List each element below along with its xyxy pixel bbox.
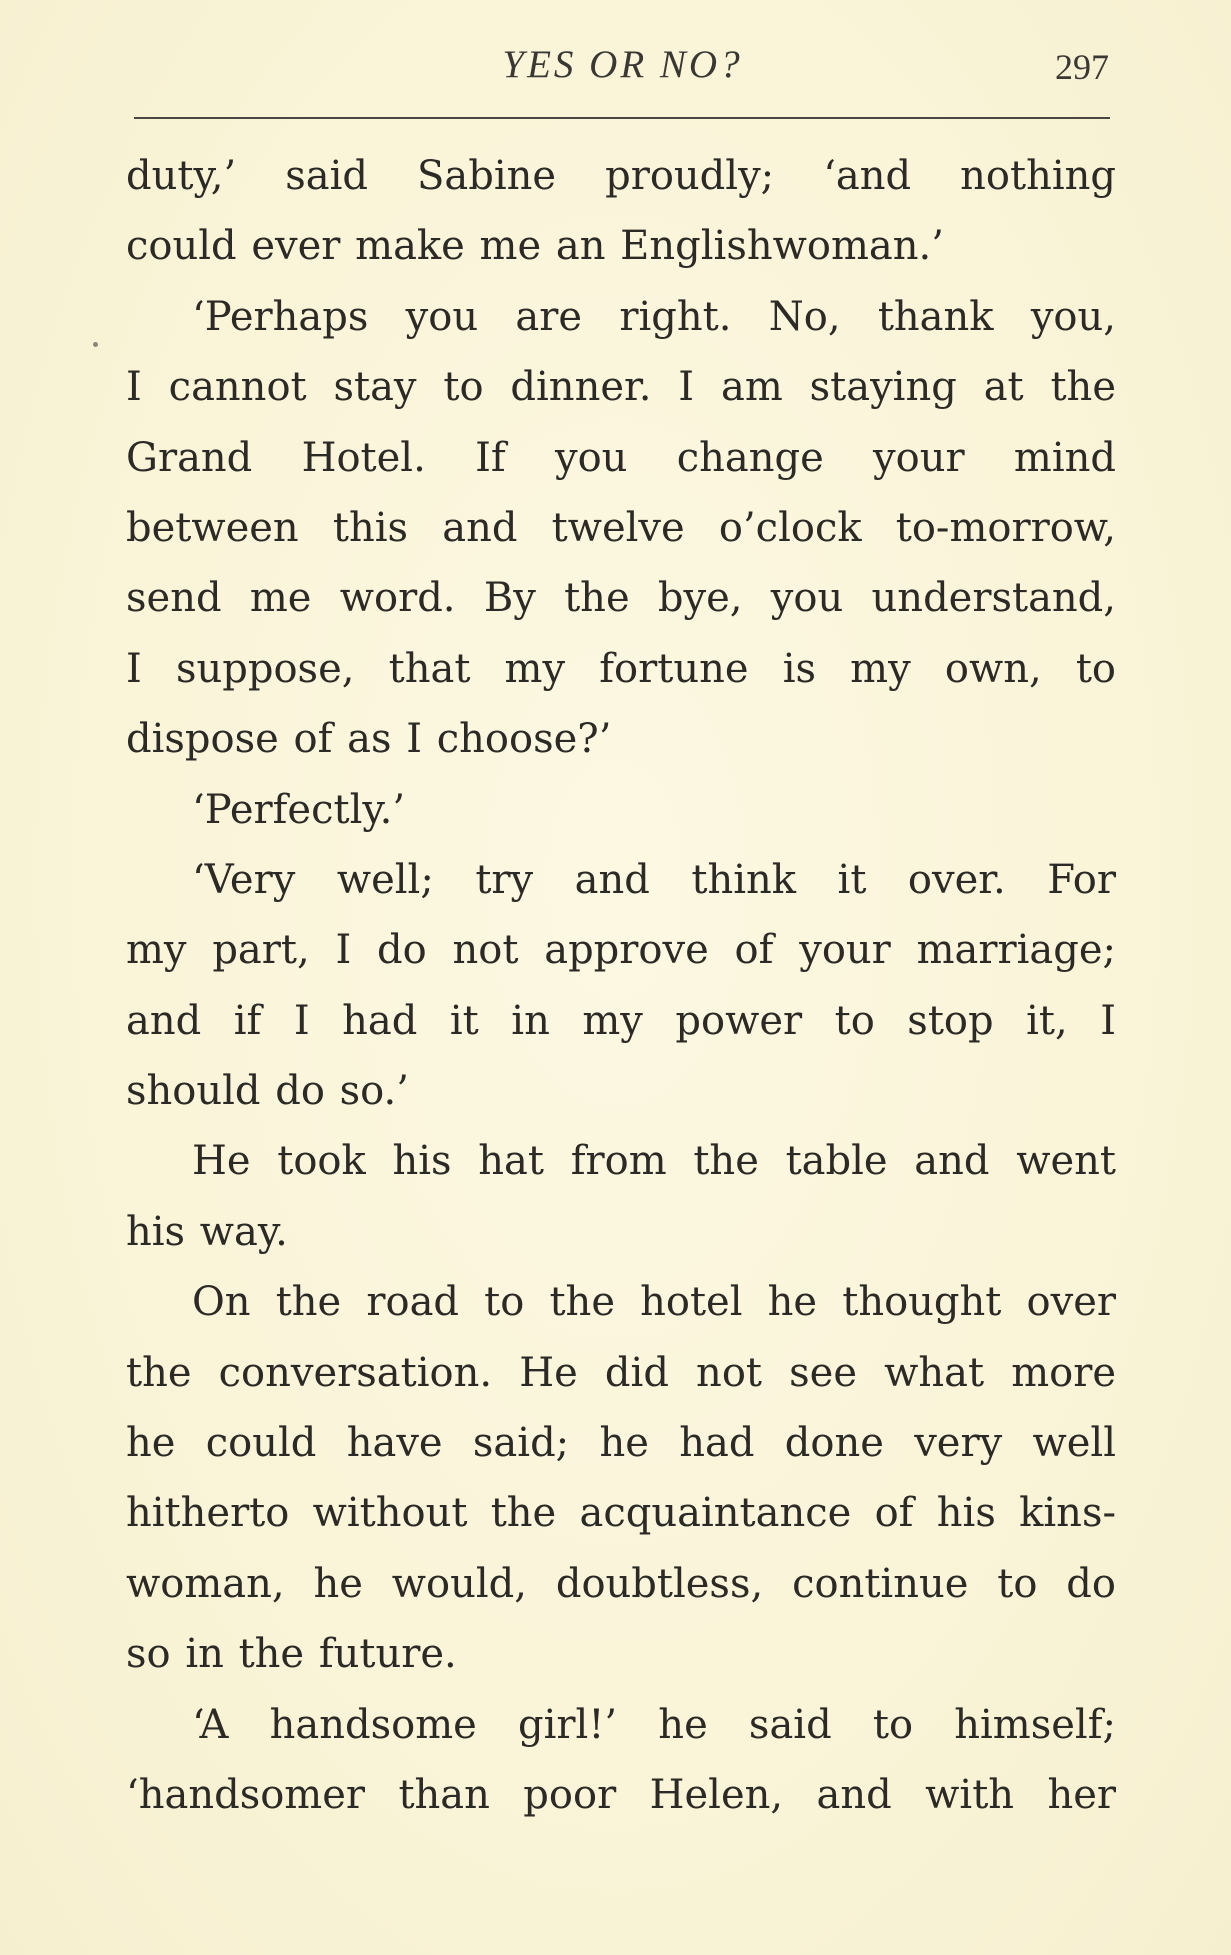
text-line: ‘Perfectly.’ bbox=[192, 786, 406, 833]
text-line: duty,’ said Sabine proudly; ‘and nothing bbox=[126, 153, 1116, 199]
header-rule bbox=[134, 117, 1110, 119]
text-line: he could have said; he had done very well bbox=[126, 1420, 1116, 1467]
text-line: On the road to the hotel he thought over bbox=[192, 1279, 1116, 1326]
text-line: hitherto without the acquaintance of his kins- bbox=[126, 1490, 1116, 1537]
text-line: I suppose, that my fortune is my own, to bbox=[126, 645, 1116, 692]
text-line: He took his hat from the table and went bbox=[192, 1138, 1116, 1185]
text-line: ‘handsomer than poor Helen, and with her bbox=[126, 1771, 1116, 1818]
text-line: between this and twelve o’clock to-morrow, bbox=[126, 504, 1116, 551]
text-line: I cannot stay to dinner. I am staying at the bbox=[126, 364, 1116, 411]
text-line: dispose of as I choose?’ bbox=[126, 716, 612, 763]
text-line: ‘Perhaps you are right. No, thank you, bbox=[192, 293, 1116, 340]
running-head bbox=[130, 42, 1115, 92]
text-line: ‘Very well; try and think it over. For bbox=[192, 856, 1116, 903]
text-line: his way. bbox=[126, 1208, 288, 1255]
text-line: and if I had it in my power to stop it, I bbox=[126, 997, 1116, 1044]
running-title: YES OR NO? bbox=[502, 43, 743, 86]
text-line: Grand Hotel. If you change your mind bbox=[126, 434, 1116, 481]
text-line: should do so.’ bbox=[126, 1068, 409, 1115]
text-line: my part, I do not approve of your marriage; bbox=[126, 927, 1116, 974]
text-line: the conversation. He did not see what more bbox=[126, 1349, 1116, 1396]
text-line: could ever make me an Englishwoman.’ bbox=[126, 223, 944, 270]
text-line: ‘A handsome girl!’ he said to himself; bbox=[192, 1701, 1116, 1748]
body-text bbox=[126, 141, 1116, 1830]
text-line: send me word. By the bye, you understand, bbox=[126, 575, 1116, 622]
margin-speck bbox=[93, 342, 98, 347]
text-line: woman, he would, doubtless, continue to do bbox=[126, 1560, 1116, 1607]
text-line: so in the future. bbox=[126, 1631, 457, 1678]
page-number: 297 bbox=[1055, 47, 1109, 87]
